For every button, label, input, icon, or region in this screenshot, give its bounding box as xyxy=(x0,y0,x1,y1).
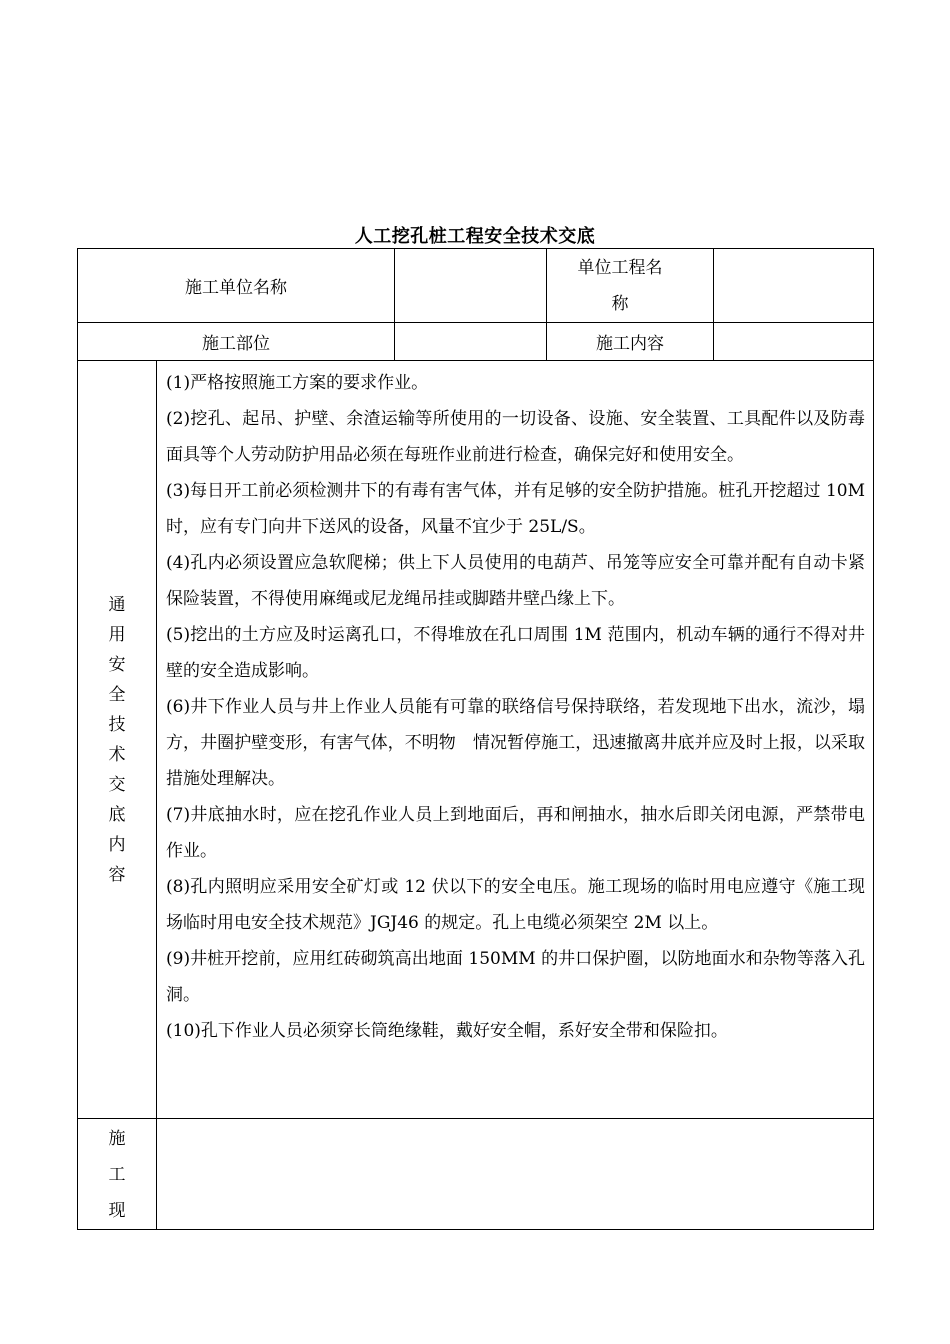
safety-item-2: (2)挖孔、起吊、护壁、余渣运输等所使用的一切设备、设施、安全装置、工具配件以及防毒面具等个人劳动防护用品必须在每班作业前进行检查，确保完好和使用安全。 xyxy=(166,409,865,465)
label-char: 内 xyxy=(108,834,126,855)
safety-item-7: (7)井底抽水时，应在挖孔作业人员上到地面后，再和闸抽水，抽水后即关闭电源，严禁带电作业。 xyxy=(166,805,865,861)
site-row xyxy=(78,1119,874,1230)
unit-row xyxy=(78,249,874,323)
label-char: 术 xyxy=(108,744,126,765)
site-value[interactable] xyxy=(157,1119,874,1230)
safety-item-9: (9)井桩开挖前，应用红砖砌筑高出地面 150MM 的井口保护圈，以防地面水和杂物等落入孔洞。 xyxy=(166,949,865,1005)
safety-item-10: (10)孔下作业人员必须穿长筒绝缘鞋，戴好安全帽，系好安全带和保险扣。 xyxy=(166,1021,728,1041)
label-char: 技 xyxy=(108,714,126,735)
label-char: 全 xyxy=(108,684,126,705)
project-name-label-line2: 称 xyxy=(611,293,629,314)
label-char: 工 xyxy=(108,1165,126,1185)
label-char: 通 xyxy=(108,594,126,615)
construction-content-label: 施工内容 xyxy=(547,323,714,361)
project-name-label-line1: 单位工程名 xyxy=(577,257,663,278)
label-char: 安 xyxy=(108,654,126,675)
safety-item-8: (8)孔内照明应采用安全矿灯或 12 伏以下的安全电压。施工现场的临时用电应遵守《施工现场临时用电安全技术规范》JGJ46 的规定。孔上电缆必须架空 2M 以上。 xyxy=(166,877,865,933)
project-name-label xyxy=(547,249,714,323)
construction-part-value[interactable] xyxy=(395,323,547,361)
safety-item-4: (4)孔内必须设置应急软爬梯；供上下人员使用的电葫芦、吊笼等应安全可靠并配有自动卡紧保险装置，不得使用麻绳或尼龙绳吊挂或脚踏井壁凸缘上下。 xyxy=(166,553,865,609)
label-char: 现 xyxy=(108,1201,126,1221)
disclosure-table xyxy=(77,248,874,1230)
safety-item-3: (3)每日开工前必须检测井下的有毒有害气体，并有足够的安全防护措施。桩孔开挖超过 10M 时，应有专门向井下送风的设备，风量不宜少于 25L/S。 xyxy=(166,481,865,537)
safety-item-6: (6)井下作业人员与井上作业人员能有可靠的联络信号保持联络，若发现地下出水，流沙，塌方，井圈护壁变形，有害气体，不明物 情况暂停施工，迅速撤离井底并应及时上报，以采取措施处理解决。 xyxy=(166,697,865,789)
site-label xyxy=(78,1119,157,1230)
general-safety-label xyxy=(78,361,157,1119)
construction-part-label: 施工部位 xyxy=(78,323,395,361)
unit-name-label: 施工单位名称 xyxy=(78,249,395,323)
general-safety-content xyxy=(157,361,874,1119)
construction-content-value[interactable] xyxy=(714,323,874,361)
project-name-value[interactable] xyxy=(714,249,874,323)
label-char: 容 xyxy=(108,864,126,885)
label-char: 底 xyxy=(108,804,126,825)
general-safety-row xyxy=(78,361,874,1119)
general-safety-label-text xyxy=(107,590,127,890)
label-char: 施 xyxy=(108,1129,126,1149)
document-title: 人工挖孔桩工程安全技术交底 xyxy=(354,226,596,247)
label-char: 交 xyxy=(108,774,126,795)
site-label-text xyxy=(107,1121,127,1229)
label-char: 用 xyxy=(108,624,126,645)
safety-item-5: (5)挖出的土方应及时运离孔口，不得堆放在孔口周围 1M 范围内，机动车辆的通行不得对井壁的安全造成影响。 xyxy=(166,625,865,681)
unit-name-value[interactable] xyxy=(395,249,547,323)
part-row xyxy=(78,323,874,361)
safety-item-1: (1)严格按照施工方案的要求作业。 xyxy=(166,373,429,393)
